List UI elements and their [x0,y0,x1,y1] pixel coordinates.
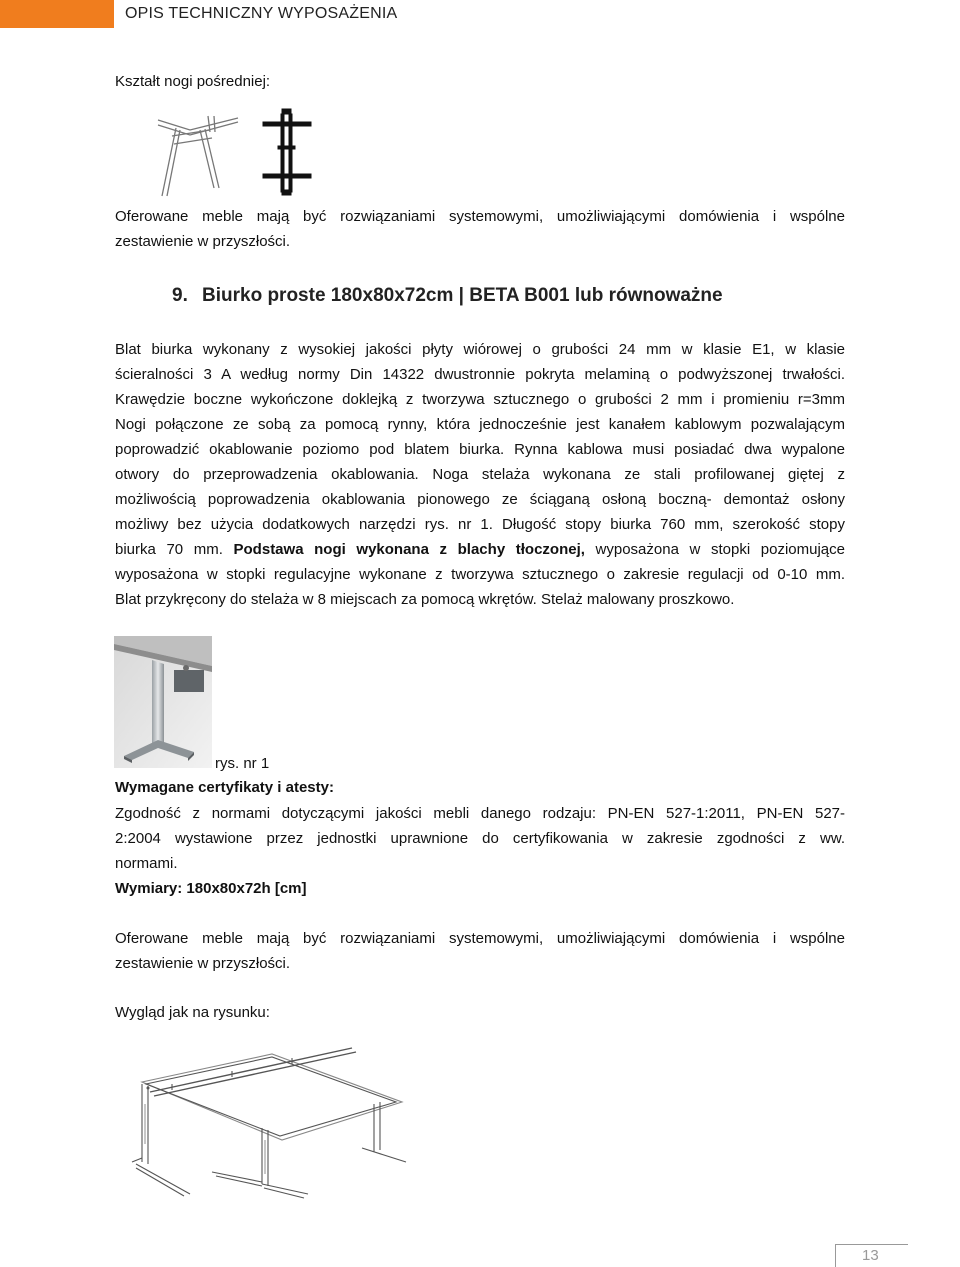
description-line-7: możliwością poprowadzenia okablowania pionowego ze ściąganą osłoną boczną- demontaż osłony [115,491,845,508]
certificates-heading: Wymagane certyfikaty i atesty: [115,779,334,796]
description-line-11: Blat przykręcony do stelaża w 8 miejscach za pomocą wkrętów. Stelaż malowany proszkowo. [115,591,735,608]
description-line-3: Krawędzie boczne wykończone doklejką z tworzywa sztucznego o grubości 2 mm i promieniu r=3mm [115,391,845,408]
desk-leg-photo [114,636,212,768]
description-line-2: ścieralności 3 A według normy Din 14322 dwustronnie pokryta melaminą o podwyższonej trwałości. [115,366,845,383]
section-heading [172,285,723,307]
system-paragraph-2-line-1: Oferowane meble mają być rozwiązaniami systemowymi, umożliwiającymi domówienia i wspólne [115,930,845,947]
certificates-line-3: normami. [115,855,178,872]
page-number: 13 [862,1247,879,1264]
system-paragraph-1-line-1: Oferowane meble mają być rozwiązaniami systemowymi, umożliwiającymi domówienia i wspólne [115,208,845,225]
description-line-1: Blat biurka wykonany z wysokiej jakości płyty wiórowej o grubości 24 mm w klasie E1, w klasie [115,341,845,358]
description-line-5: poprowadzić okablowanie poziomo pod blatem biurka. Rynna kablowa musi posiadać dwa wypalone [115,441,845,458]
appearance-label: Wygląd jak na rysunku: [115,1004,270,1021]
desk-frame-drawing [112,1044,408,1200]
system-paragraph-1-line-2: zestawienie w przyszłości. [115,233,291,250]
description-line-9 [115,538,845,563]
section-number: 9. [172,285,188,306]
description-bold-base: Podstawa nogi wykonana z blachy tłoczonej, [233,541,585,558]
description-line-9-start: biurka 70 mm. [115,541,234,558]
leg-shape-front-image [258,106,316,198]
header-accent-bar [0,0,114,28]
leg-shape-label: Kształt nogi pośredniej: [115,73,271,90]
description-line-4: Nogi połączone ze sobą za pomocą rynny, która jednocześnie jest kanałem kablowym pozwalającym [115,416,845,433]
header-title: OPIS TECHNICZNY WYPOSAŻENIA [125,5,398,22]
certificates-line-2: 2:2004 wystawione przez jednostki uprawnione do certyfikowania w zakresie zgodności z ww. [115,830,845,847]
certificates-line-1: Zgodność z normami dotyczącymi jakości mebli danego rodzaju: PN-EN 527-1:2011, PN-EN 527- [115,805,845,822]
description-line-10: wyposażona w stopki regulacyjne wykonane z tworzywa sztucznego o zakresie regulacji od 0-10 mm. [115,566,845,583]
description-line-8: możliwy bez użycia dodatkowych narzędzi rys. nr 1. Długość stopy biurka 760 mm, szerokość stopy [115,516,845,533]
leg-shape-perspective-image [150,108,240,200]
description-line-9-end: wyposażona w stopki poziomujące [584,541,845,558]
figure-1-caption: rys. nr 1 [215,755,270,772]
dimensions-label: Wymiary: 180x80x72h [cm] [115,880,307,897]
section-title: Biurko proste 180x80x72cm | BETA B001 lub równoważne [202,285,723,306]
system-paragraph-2-line-2: zestawienie w przyszłości. [115,955,291,972]
description-line-6: otwory do przeprowadzenia okablowania. Noga stelaża wykonana ze stali profilowanej giętej z [115,466,845,483]
